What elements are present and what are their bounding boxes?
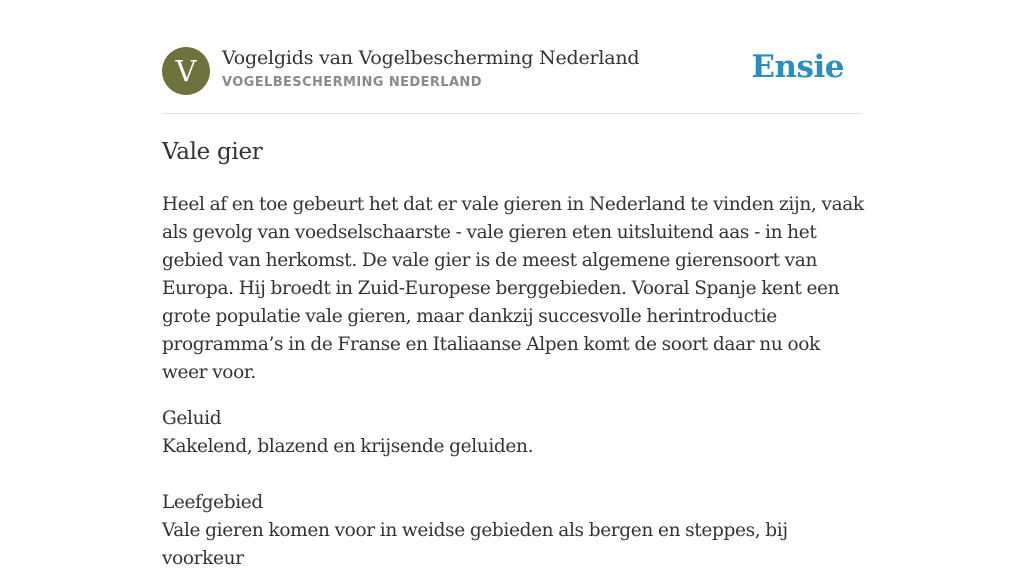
section-geluid xyxy=(162,405,866,461)
article-title: Vale gier xyxy=(162,139,263,165)
publication-avatar[interactable]: V xyxy=(162,47,210,95)
header-divider xyxy=(162,113,862,114)
article-body: Heel af en toe gebeurt het dat er vale gieren in Nederland te vinden zijn, vaak als gevolg van voedselschaarste - vale gieren eten uitsluitend aas - in het gebied van herkomst. De vale gier is de meest algemene gierensoort van Europa. Hij broedt in Zuid-Europese berggebieden. Vooral Spanje kent een grote populatie vale gieren, maar dankzij succesvolle herintroductie programma’s in de Franse en Italiaanse Alpen komt de soort daar nu ook weer voor. xyxy=(162,194,864,383)
publisher-name[interactable]: VOGELBESCHERMING NEDERLAND xyxy=(222,75,482,90)
header xyxy=(162,47,862,95)
section-text: Kakelend, blazend en krijsende geluiden. xyxy=(162,436,534,457)
publication-title[interactable]: Vogelgids van Vogelbescherming Nederland xyxy=(222,47,640,69)
section-leefgebied xyxy=(162,489,866,573)
section-text: Vale gieren komen voor in weidse gebieden als bergen en steppes, bij voorkeur xyxy=(162,520,788,569)
section-label: Leefgebied xyxy=(162,492,263,513)
section-label: Geluid xyxy=(162,408,222,429)
article xyxy=(162,136,866,573)
brand-logo[interactable]: Ensie xyxy=(751,49,844,85)
